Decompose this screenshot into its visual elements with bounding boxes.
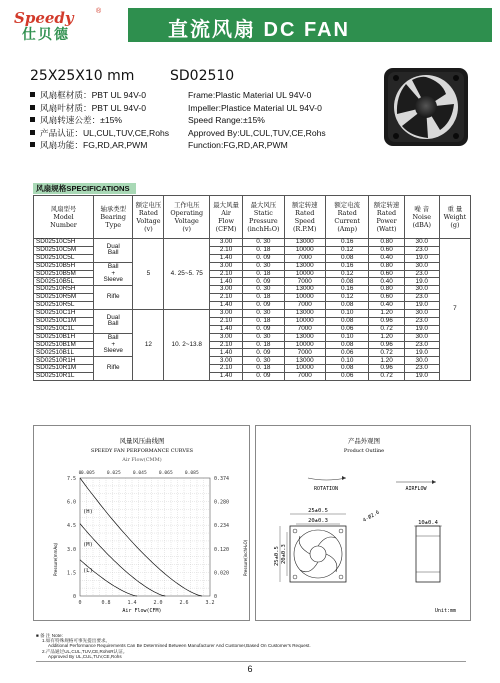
- bullet-square-icon: [30, 117, 35, 122]
- table-cell: 0.12: [325, 246, 368, 254]
- spec-cn: 产品认证：UL,CUL,TUV,CE,Rohs: [40, 127, 170, 138]
- table-cell: 19.0: [404, 349, 439, 357]
- tick-label: 3.0: [66, 546, 76, 553]
- table-cell: Ball + Sleeve: [94, 333, 133, 357]
- table-cell: 0.16: [325, 239, 368, 247]
- spec-en: Speed Range:±15%: [188, 115, 265, 126]
- table-cell: SD02510R1H: [34, 357, 94, 365]
- table-cell: 0. 09: [243, 254, 284, 262]
- header-text: Rated: [337, 208, 357, 217]
- table-cell: SD02510C5L: [34, 254, 94, 262]
- table-cell: 0.72: [369, 325, 404, 333]
- performance-curve-panel: [33, 425, 250, 621]
- table-cell: 10000: [284, 246, 325, 254]
- spec-cn: 风扇叶材质：PBT UL 94V-0: [40, 102, 147, 113]
- header-text: Weight: [443, 212, 467, 221]
- table-cell: 0.06: [325, 325, 368, 333]
- table-cell: 2.10: [210, 341, 243, 349]
- table-cell: 2.10: [210, 294, 243, 302]
- table-cell: SD02510C1H: [34, 310, 94, 318]
- header-text: (Watt): [376, 225, 397, 234]
- table-cell: 19.0: [404, 302, 439, 310]
- table-cell: 30.0: [404, 239, 439, 247]
- tick-label: 0.085: [184, 471, 199, 476]
- table-cell: 0. 18: [243, 294, 284, 302]
- table-cell: SD02510C1M: [34, 317, 94, 325]
- model-line: [30, 68, 235, 84]
- tick-label: 0: [72, 594, 76, 600]
- table-cell: 0. 09: [243, 278, 284, 286]
- table-cell: 13000: [284, 239, 325, 247]
- rotation-arrow-icon: [308, 478, 346, 480]
- spec-item: [30, 89, 312, 102]
- table-cell: SD02510B1L: [34, 349, 94, 357]
- chart-title-cn: 风量风压曲线图: [119, 437, 165, 445]
- table-cell: 0.16: [325, 286, 368, 294]
- table-cell: 0.40: [369, 302, 404, 310]
- tick-label: 6.0: [66, 499, 76, 506]
- table-cell: 0.80: [369, 239, 404, 247]
- table-cell: 0. 30: [243, 286, 284, 294]
- table-cell: 1.40: [210, 254, 243, 262]
- tick-label: 0: [214, 594, 218, 600]
- header-text: 额定电流: [334, 200, 360, 209]
- table-cell: 0.10: [325, 310, 368, 318]
- divider: [36, 661, 466, 662]
- dimension-label: 25±0.5: [274, 546, 280, 566]
- table-cell: 0. 18: [243, 317, 284, 325]
- table-cell: 1.40: [210, 373, 243, 381]
- table-cell: 19.0: [404, 254, 439, 262]
- curve-label: (M): [83, 541, 93, 548]
- dimension-label: 20±0.3: [281, 544, 287, 564]
- dimension-label: 25±0.5: [308, 508, 328, 514]
- table-row: [34, 262, 471, 270]
- header-text: 噪 音: [414, 204, 430, 213]
- table-cell: 0. 18: [243, 365, 284, 373]
- tick-label: 4.5: [66, 523, 76, 530]
- tick-label: 0.045: [132, 471, 147, 476]
- table-cell: 0.80: [369, 286, 404, 294]
- table-cell: 3.00: [210, 357, 243, 365]
- table-cell: 0. 30: [243, 333, 284, 341]
- unit-label: Unit:mm: [434, 608, 456, 614]
- table-cell: SD02510C5M: [34, 246, 94, 254]
- table-cell: 19.0: [404, 325, 439, 333]
- table-cell: 1.40: [210, 302, 243, 310]
- header-text: Pressure: [249, 217, 278, 225]
- table-cell: Dual Ball: [94, 310, 133, 334]
- table-cell: SD02510R5L: [34, 302, 94, 310]
- table-cell: 10000: [284, 365, 325, 373]
- table-cell: SD02510B5M: [34, 270, 94, 278]
- tick-label: 0.020: [214, 570, 230, 577]
- tick-label: 0.120: [214, 546, 230, 553]
- table-cell: 23.0: [404, 294, 439, 302]
- spec-en: Function:FG,RD,AR,PWM: [188, 140, 288, 151]
- table-cell: 7: [439, 239, 470, 381]
- header-text: (v): [144, 225, 153, 234]
- curve-label: (L): [83, 567, 93, 574]
- chart-subtitle: Air Flow(CMM): [122, 457, 162, 463]
- bullet-square-icon: [30, 92, 35, 97]
- fan-photo: [368, 64, 484, 150]
- table-cell: 1.20: [369, 333, 404, 341]
- bullet-square-icon: [30, 130, 35, 135]
- performance-chart: [34, 426, 251, 622]
- outline-title-en: Product Outline: [343, 448, 385, 454]
- spec-cn: 风扇转速公差：±15%: [40, 115, 123, 126]
- table-cell: 0. 18: [243, 270, 284, 278]
- table-row: [34, 310, 471, 318]
- table-cell: Ball + Sleeve: [94, 262, 133, 286]
- table-cell: SD02510B5L: [34, 278, 94, 286]
- table-header-cell: [369, 196, 404, 239]
- chart-title-en: SPEEDY FAN PERFORMANCE CURVES: [90, 448, 194, 454]
- header-text: Bearing: [100, 212, 127, 221]
- table-cell: 12: [133, 310, 164, 381]
- header-text: 额定转速: [373, 200, 400, 209]
- header-text: Static: [253, 208, 273, 217]
- table-cell: 30.0: [404, 286, 439, 294]
- header-text: Operating: [170, 208, 204, 217]
- table-cell: 30.0: [404, 333, 439, 341]
- table-cell: 0.72: [369, 349, 404, 357]
- table-cell: 4. 25~5. 75: [164, 239, 210, 310]
- table-cell: 7000: [284, 254, 325, 262]
- table-cell: 0.40: [369, 254, 404, 262]
- table-cell: 0.08: [325, 254, 368, 262]
- header-text: Rated: [295, 208, 315, 217]
- table-cell: 30.0: [404, 262, 439, 270]
- table-header-cell: [325, 196, 368, 239]
- header-text: Voltage: [174, 217, 199, 225]
- table-header-cell: [164, 196, 210, 239]
- product-outline-panel: [255, 425, 471, 621]
- page-title: 直流风扇 DC FAN: [168, 19, 350, 41]
- spec-en: Frame:Plastic Material UL 94V-0: [188, 90, 312, 100]
- tick-label: 2.0: [153, 600, 163, 606]
- table-cell: 0. 18: [243, 246, 284, 254]
- table-cell: 0.08: [325, 341, 368, 349]
- table-cell: 0.60: [369, 294, 404, 302]
- header-banner: [8, 8, 492, 42]
- curve-label: (H): [83, 509, 93, 516]
- table-cell: 0.10: [325, 357, 368, 365]
- table-cell: 0. 30: [243, 239, 284, 247]
- spec-cn: 风扇框材质：PBT UL 94V-0: [40, 90, 147, 100]
- tick-label: 0.8: [101, 600, 111, 606]
- header-text: 风扇型号: [50, 204, 77, 213]
- table-header-cell: [133, 196, 164, 239]
- table-cell: 2.10: [210, 270, 243, 278]
- header-text: Noise: [412, 212, 432, 221]
- page-number: 6: [247, 664, 253, 674]
- table-cell: 3.00: [210, 333, 243, 341]
- table-cell: 23.0: [404, 270, 439, 278]
- table-cell: 0.10: [325, 333, 368, 341]
- table-cell: 0.08: [325, 302, 368, 310]
- header-text: 最大风压: [250, 200, 277, 209]
- table-cell: Dual Ball: [94, 239, 133, 263]
- table-cell: 1.20: [369, 310, 404, 318]
- chart-left-label: Pressure(mmAq): [53, 542, 58, 576]
- tick-label: 1.5: [66, 570, 76, 577]
- table-header-cell: [404, 196, 439, 239]
- note-line: 1.如有特殊规格可事先提出要求。: [42, 638, 111, 644]
- table-cell: SD02510R1M: [34, 365, 94, 373]
- table-cell: 3.00: [210, 286, 243, 294]
- table-cell: 7000: [284, 373, 325, 381]
- table-cell: 30.0: [404, 357, 439, 365]
- arrowhead-icon: [432, 480, 436, 484]
- header-text: (CFM): [215, 225, 237, 234]
- table-cell: 2.10: [210, 317, 243, 325]
- tick-label: 0.374: [214, 476, 230, 482]
- table-cell: 0. 09: [243, 349, 284, 357]
- logo-text-cn: 仕贝德: [22, 26, 70, 42]
- table-cell: 0.08: [325, 278, 368, 286]
- table-header-cell: [210, 196, 243, 239]
- table-cell: 0. 18: [243, 341, 284, 349]
- table-cell: 5: [133, 239, 164, 310]
- header-text: Flow: [218, 217, 234, 225]
- note-line: ■ 备 注 Note:: [36, 633, 63, 638]
- spec-list: [30, 89, 326, 152]
- table-cell: 0.08: [325, 317, 368, 325]
- tick-label: 0.065: [158, 471, 173, 476]
- table-cell: SD02510B5H: [34, 262, 94, 270]
- performance-curve: [80, 478, 202, 596]
- table-cell: 0.80: [369, 262, 404, 270]
- tick-label: 3.2: [205, 600, 215, 606]
- table-cell: SD02510B1M: [34, 341, 94, 349]
- spec-en: Impeller:Plastice Material UL 94V-0: [188, 102, 322, 113]
- performance-curve: [80, 524, 165, 596]
- performance-curve: [80, 560, 137, 596]
- table-cell: 0.40: [369, 278, 404, 286]
- header-text: Power: [376, 217, 397, 225]
- table-cell: 10000: [284, 341, 325, 349]
- table-cell: 23.0: [404, 317, 439, 325]
- spec-item: [30, 139, 288, 152]
- airflow-label: AIRFLOW: [405, 486, 427, 492]
- bullet-square-icon: [30, 142, 35, 147]
- fan-side-view: [416, 526, 440, 582]
- model-size: 25X25X10 mm: [30, 68, 135, 84]
- header-text: Model: [53, 212, 74, 221]
- table-cell: 0. 09: [243, 373, 284, 381]
- table-cell: SD02510R5M: [34, 294, 94, 302]
- header-text: Voltage: [136, 217, 161, 225]
- table-cell: 23.0: [404, 246, 439, 254]
- table-cell: SD02510R1L: [34, 373, 94, 381]
- table-cell: 2.10: [210, 246, 243, 254]
- outline-drawing: [256, 426, 472, 622]
- table-cell: 3.00: [210, 262, 243, 270]
- table-cell: 13000: [284, 262, 325, 270]
- table-cell: 0.60: [369, 246, 404, 254]
- logo-text-en: Speedy: [14, 9, 74, 27]
- table-cell: 0.06: [325, 349, 368, 357]
- header-text: Number: [50, 221, 77, 230]
- table-cell: 10000: [284, 294, 325, 302]
- spec-en: Approved By:UL,CUL,TUV,CE,Rohs: [188, 127, 326, 138]
- chart-xlabel: Air Flow(CFM): [122, 608, 162, 614]
- table-header-cell: [439, 196, 470, 239]
- spec-table: [33, 195, 471, 381]
- header-text: 额定转速: [291, 200, 318, 209]
- table-header-cell: [94, 196, 133, 239]
- dimension-label: 4-Ø2.6: [362, 509, 381, 524]
- tick-label: 0: [78, 471, 82, 476]
- table-cell: 19.0: [404, 278, 439, 286]
- table-cell: 10. 2~13.8: [164, 310, 210, 381]
- table-cell: SD02510C1L: [34, 325, 94, 333]
- brand-logo: [8, 8, 130, 42]
- table-cell: 1.40: [210, 278, 243, 286]
- table-cell: 0.12: [325, 294, 368, 302]
- header-text: Air: [221, 208, 231, 217]
- header-text: (Amp): [337, 225, 358, 234]
- table-cell: 0.08: [325, 365, 368, 373]
- table-cell: 0.16: [325, 262, 368, 270]
- bullet-square-icon: [30, 105, 35, 110]
- table-row: [34, 286, 471, 294]
- spec-item: [30, 114, 265, 127]
- header-text: 工作电压: [173, 200, 200, 209]
- table-cell: 0. 30: [243, 310, 284, 318]
- table-title: 风扇规格SPECIFICATIONS: [33, 183, 136, 194]
- header-text: Rated: [138, 208, 159, 217]
- dimension-label: 10±0.4: [418, 520, 438, 526]
- registered-mark: ®: [96, 8, 102, 15]
- header-text: (dBA): [412, 221, 431, 230]
- table-cell: 7000: [284, 325, 325, 333]
- table-cell: 7000: [284, 302, 325, 310]
- table-cell: 1.40: [210, 325, 243, 333]
- table-cell: 13000: [284, 357, 325, 365]
- spec-cn: 风扇功能：FG,RD,AR,PWM: [40, 140, 148, 151]
- table-cell: 23.0: [404, 341, 439, 349]
- chart-right-label: Pressure(inchH₂O): [243, 539, 248, 576]
- table-row: [34, 239, 471, 247]
- header-text: Rated: [376, 208, 397, 217]
- arrowhead-icon: [342, 476, 346, 480]
- table-cell: 13000: [284, 286, 325, 294]
- table-cell: 23.0: [404, 365, 439, 373]
- note-line: Approved By UL,CUL,TUV,CE,Rohs: [48, 653, 122, 659]
- table-cell: 30.0: [404, 310, 439, 318]
- table-cell: 0. 30: [243, 357, 284, 365]
- notes: [36, 633, 311, 659]
- table-cell: 19.0: [404, 373, 439, 381]
- header-text: Current: [334, 217, 360, 225]
- header-text: Speed: [294, 217, 315, 225]
- table-cell: 0.60: [369, 270, 404, 278]
- table-cell: 2.10: [210, 365, 243, 373]
- table-header-cell: [34, 196, 94, 239]
- header-text: 重 量: [447, 204, 463, 213]
- table-cell: SD02510B1H: [34, 333, 94, 341]
- table-cell: 1.20: [369, 357, 404, 365]
- table-cell: 7000: [284, 349, 325, 357]
- table-cell: 3.00: [210, 239, 243, 247]
- header-text: (inchH₂O): [247, 225, 280, 234]
- table-cell: 0.96: [369, 365, 404, 373]
- table-cell: 0.12: [325, 270, 368, 278]
- table-header-row: [34, 196, 471, 239]
- header-text: (v): [182, 225, 192, 234]
- header-text: (R.P.M): [293, 225, 317, 234]
- tick-label: 7.5: [66, 476, 76, 482]
- table-cell: 0.06: [325, 373, 368, 381]
- table-cell: 1.40: [210, 349, 243, 357]
- table-cell: 3.00: [210, 310, 243, 318]
- table-cell: 10000: [284, 317, 325, 325]
- table-cell: 0. 09: [243, 302, 284, 310]
- table-header-cell: [243, 196, 284, 239]
- table-header-cell: [284, 196, 325, 239]
- table-row: [34, 357, 471, 365]
- tick-label: 0: [78, 600, 82, 606]
- table-cell: 0.96: [369, 341, 404, 349]
- table-cell: 13000: [284, 310, 325, 318]
- tick-label: 0.005: [80, 471, 95, 476]
- table-row: [34, 333, 471, 341]
- table-cell: Rifle: [94, 357, 133, 381]
- header-text: 额定电压: [135, 200, 162, 209]
- outline-title-cn: 产品外观图: [348, 437, 380, 445]
- spec-item: [30, 127, 326, 140]
- header-text: (g): [450, 221, 460, 230]
- spec-item: [30, 102, 322, 115]
- note-line: Additional Performance Requirements Can Be Determined Between Manufacturer And Customer,Based On Customer's Request.: [48, 643, 311, 649]
- fan-front-view: [290, 526, 346, 582]
- rotation-label: ROTATION: [313, 486, 339, 492]
- header-text: Type: [105, 221, 122, 230]
- table-cell: 0.72: [369, 373, 404, 381]
- dimension-label: 20±0.3: [308, 518, 328, 524]
- tick-label: 0.234: [214, 523, 230, 530]
- tick-label: 0.280: [214, 499, 230, 506]
- table-cell: 10000: [284, 270, 325, 278]
- header-text: 最大风量: [213, 200, 239, 209]
- tick-label: 2.6: [179, 600, 189, 606]
- table-cell: 13000: [284, 333, 325, 341]
- note-line: 2.产品通过UL,CUL,TUV,CE,RohsR认证。: [42, 648, 128, 654]
- table-cell: Rifle: [94, 286, 133, 310]
- table-cell: 7000: [284, 278, 325, 286]
- table-cell: SD02510C5H: [34, 239, 94, 247]
- model-code: SD02510: [170, 68, 235, 84]
- tick-label: 0.025: [106, 471, 121, 476]
- table-cell: SD02510R5H: [34, 286, 94, 294]
- table-cell: 0. 09: [243, 325, 284, 333]
- tick-label: 1.4: [127, 600, 137, 606]
- table-cell: 0.96: [369, 317, 404, 325]
- table-cell: 0. 30: [243, 262, 284, 270]
- header-text: 轴承类型: [100, 204, 126, 213]
